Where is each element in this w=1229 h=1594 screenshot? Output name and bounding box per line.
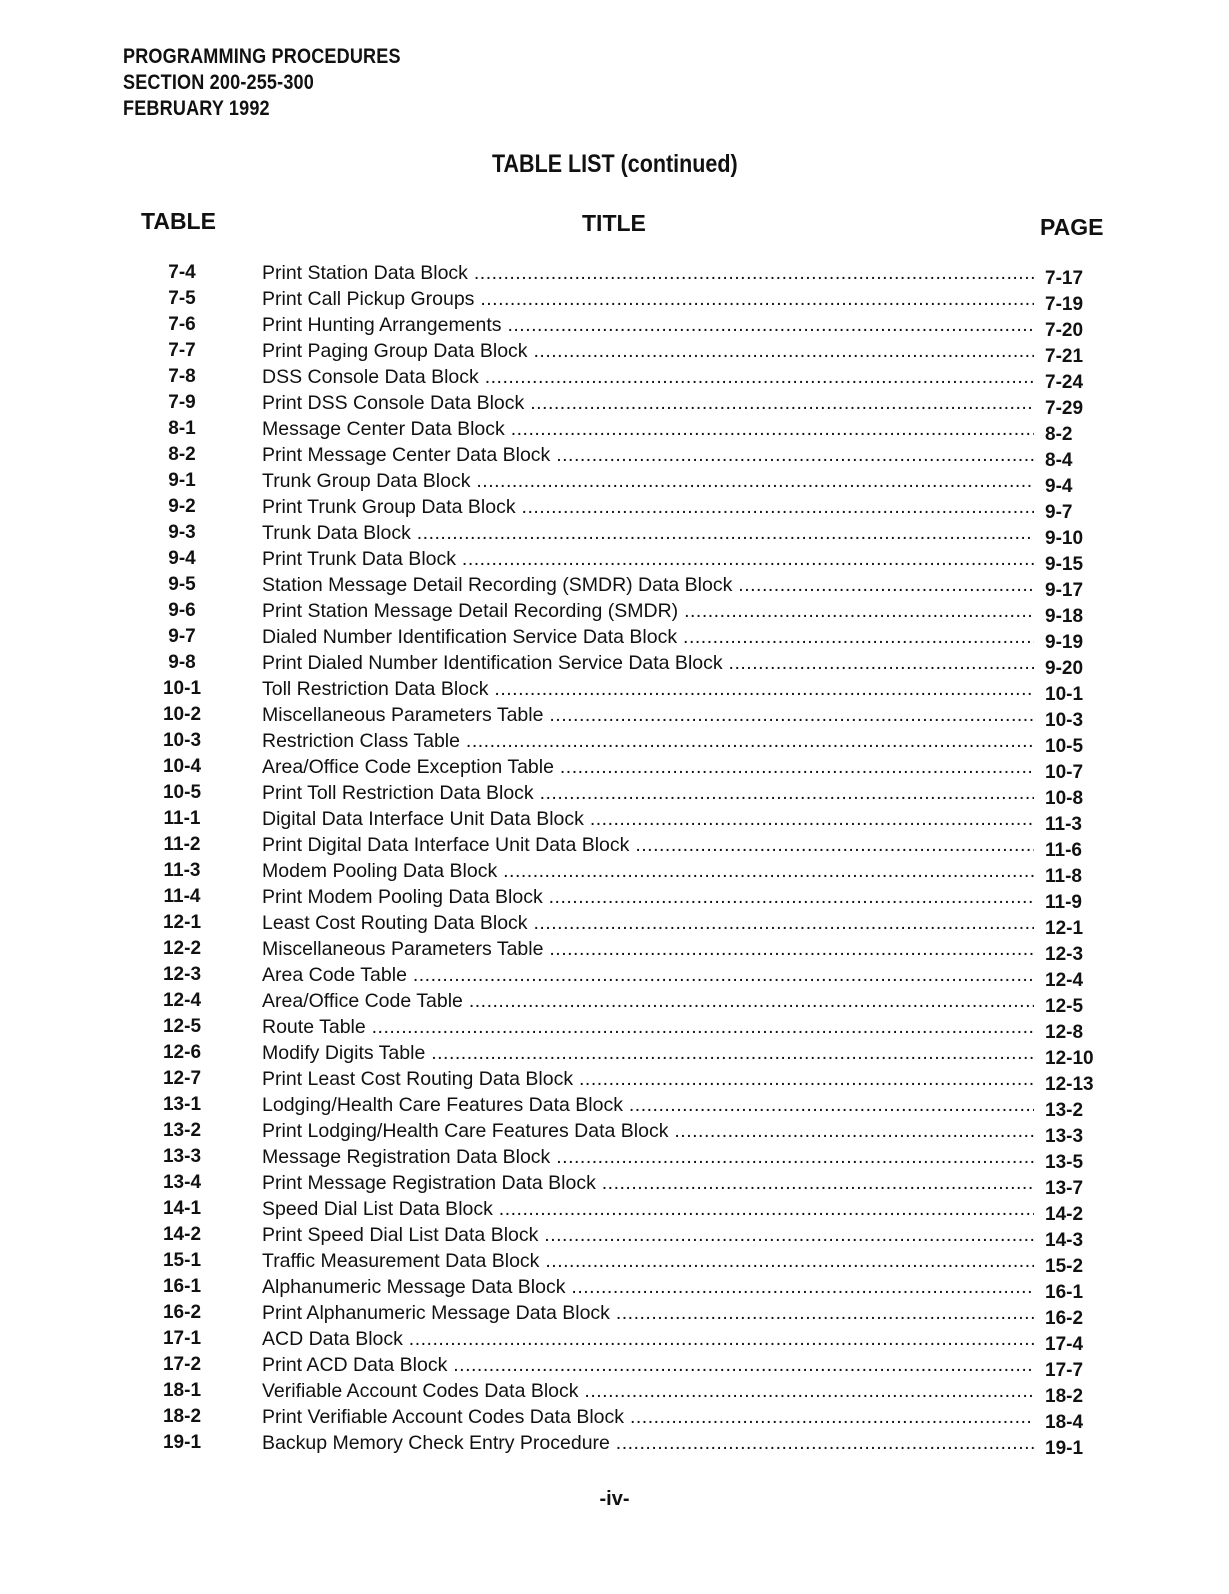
table-number: 13-3 — [162, 1146, 202, 1167]
table-title: Message Registration Data Block ..... — [262, 1146, 1034, 1169]
table-page-number: 10-1 — [1045, 684, 1084, 705]
table-number: 10-3 — [162, 730, 202, 751]
table-title: Digital Data Interface Unit Data Block ..... — [262, 808, 1034, 831]
table-title: Print Alphanumeric Message Data Block ..... — [262, 1302, 1034, 1325]
table-row — [0, 756, 1229, 782]
table-number: 7-4 — [168, 262, 196, 283]
table-number: 12-3 — [162, 964, 202, 985]
table-number: 9-5 — [168, 574, 196, 595]
table-title: Print Modem Pooling Data Block ..... — [262, 886, 1034, 909]
table-row — [0, 1380, 1229, 1406]
table-number: 12-4 — [162, 990, 202, 1011]
table-title: Route Table ..... — [262, 1016, 1034, 1039]
table-page-number: 8-2 — [1045, 424, 1073, 445]
table-page-number: 7-20 — [1045, 320, 1084, 341]
table-number: 17-2 — [162, 1354, 202, 1375]
table-title: Print Trunk Group Data Block ..... — [262, 496, 1034, 519]
table-number: 13-1 — [162, 1094, 202, 1115]
table-title: Lodging/Health Care Features Data Block ..... — [262, 1094, 1034, 1117]
table-number: 14-2 — [162, 1224, 202, 1245]
table-list — [0, 262, 1229, 1458]
page-title — [0, 150, 1229, 179]
table-title: Print Trunk Data Block ..... — [262, 548, 1034, 571]
table-page-number: 13-3 — [1045, 1126, 1084, 1147]
table-number: 7-5 — [168, 288, 196, 309]
table-page-number: 7-21 — [1045, 346, 1084, 367]
table-title: Miscellaneous Parameters Table ..... — [262, 704, 1034, 727]
table-page-number: 10-8 — [1045, 788, 1084, 809]
table-number: 11-2 — [163, 834, 201, 855]
table-row — [0, 678, 1229, 704]
table-page-number: 12-5 — [1045, 996, 1084, 1017]
table-page-number: 10-7 — [1045, 762, 1084, 783]
table-number: 12-2 — [162, 938, 202, 959]
table-number: 7-7 — [168, 340, 196, 361]
table-title: DSS Console Data Block ..... — [262, 366, 1034, 389]
table-title: Speed Dial List Data Block ..... — [262, 1198, 1034, 1221]
table-row — [0, 652, 1229, 678]
table-title: Dialed Number Identification Service Data Block ..... — [262, 626, 1034, 649]
table-page-number: 9-17 — [1045, 580, 1084, 601]
table-row — [0, 1094, 1229, 1120]
table-page-number: 9-10 — [1045, 528, 1084, 549]
table-title: Backup Memory Check Entry Procedure ..... — [262, 1432, 1034, 1455]
table-number: 12-1 — [162, 912, 202, 933]
table-title: Print Lodging/Health Care Features Data Block ..... — [262, 1120, 1034, 1143]
table-row — [0, 1302, 1229, 1328]
table-page-number: 12-1 — [1045, 918, 1084, 939]
table-row — [0, 522, 1229, 548]
table-page-number: 14-3 — [1045, 1230, 1084, 1251]
table-number: 7-6 — [168, 314, 196, 335]
table-page-number: 10-5 — [1045, 736, 1084, 757]
table-page-number: 13-2 — [1045, 1100, 1084, 1121]
table-row — [0, 730, 1229, 756]
table-page-number: 12-13 — [1045, 1074, 1094, 1095]
table-number: 18-2 — [162, 1406, 202, 1427]
table-number: 10-1 — [162, 678, 202, 699]
table-number: 7-8 — [168, 366, 196, 387]
table-page-number: 9-4 — [1045, 476, 1073, 497]
table-title: Print Verifiable Account Codes Data Block ..... — [262, 1406, 1034, 1429]
table-title: Trunk Data Block ..... — [262, 522, 1034, 545]
header-manual-title: PROGRAMMING PROCEDURES — [123, 45, 401, 68]
table-page-number: 8-4 — [1045, 450, 1073, 471]
table-row — [0, 1224, 1229, 1250]
table-row — [0, 1042, 1229, 1068]
table-number: 9-2 — [168, 496, 196, 517]
table-row — [0, 886, 1229, 912]
table-number: 13-2 — [162, 1120, 202, 1141]
table-title: Modem Pooling Data Block ..... — [262, 860, 1034, 883]
table-row — [0, 548, 1229, 574]
table-page-number: 10-3 — [1045, 710, 1084, 731]
column-header-page: PAGE — [1040, 214, 1104, 240]
table-title: Print Call Pickup Groups ..... — [262, 288, 1034, 311]
table-title: Toll Restriction Data Block ..... — [262, 678, 1034, 701]
table-row — [0, 366, 1229, 392]
table-page-number: 7-19 — [1045, 294, 1084, 315]
table-title: Print Message Registration Data Block ..... — [262, 1172, 1034, 1195]
table-number: 18-1 — [162, 1380, 202, 1401]
table-title: Print Least Cost Routing Data Block ..... — [262, 1068, 1034, 1091]
table-number: 8-1 — [168, 418, 196, 439]
table-page-number: 12-10 — [1045, 1048, 1094, 1069]
table-number: 17-1 — [162, 1328, 202, 1349]
table-title: Print Station Data Block ..... — [262, 262, 1034, 285]
table-row — [0, 470, 1229, 496]
table-number: 11-1 — [163, 808, 201, 829]
table-title: Verifiable Account Codes Data Block ..... — [262, 1380, 1034, 1403]
table-row — [0, 1172, 1229, 1198]
table-row — [0, 964, 1229, 990]
table-row — [0, 418, 1229, 444]
table-row — [0, 392, 1229, 418]
table-page-number: 17-7 — [1045, 1360, 1084, 1381]
table-title: Station Message Detail Recording (SMDR) Data Block ..... — [262, 574, 1034, 597]
table-page-number: 9-7 — [1045, 502, 1073, 523]
table-title: Restriction Class Table ..... — [262, 730, 1034, 753]
table-number: 16-2 — [162, 1302, 202, 1323]
table-number: 9-8 — [168, 652, 196, 673]
table-number: 9-7 — [168, 626, 196, 647]
table-title: Print Dialed Number Identification Service Data Block ..... — [262, 652, 1034, 675]
table-row — [0, 912, 1229, 938]
table-number: 9-3 — [168, 522, 196, 543]
table-number: 19-1 — [162, 1432, 202, 1453]
table-title: Print Paging Group Data Block ..... — [262, 340, 1034, 363]
table-title: Modify Digits Table ..... — [262, 1042, 1034, 1065]
table-row — [0, 340, 1229, 366]
table-number: 14-1 — [162, 1198, 202, 1219]
column-header-title: TITLE — [582, 210, 646, 236]
table-title: ACD Data Block ..... — [262, 1328, 1034, 1351]
table-row — [0, 1354, 1229, 1380]
table-title: Area/Office Code Table ..... — [262, 990, 1034, 1013]
table-page-number: 7-24 — [1045, 372, 1084, 393]
table-number: 9-6 — [168, 600, 196, 621]
table-page-number: 16-1 — [1045, 1282, 1084, 1303]
table-page-number: 9-19 — [1045, 632, 1084, 653]
header-date: FEBRUARY 1992 — [123, 97, 270, 120]
table-page-number: 9-18 — [1045, 606, 1084, 627]
table-page-number: 18-4 — [1045, 1412, 1084, 1433]
table-number: 9-1 — [168, 470, 196, 491]
table-row — [0, 782, 1229, 808]
table-page-number: 7-17 — [1045, 268, 1084, 289]
table-number: 9-4 — [168, 548, 196, 569]
table-row — [0, 1198, 1229, 1224]
table-row — [0, 1068, 1229, 1094]
table-row — [0, 496, 1229, 522]
table-row — [0, 314, 1229, 340]
table-title: Print Station Message Detail Recording (SMDR) ..... — [262, 600, 1034, 623]
table-row — [0, 1250, 1229, 1276]
page-number: -iv- — [599, 1488, 630, 1510]
table-page-number: 12-8 — [1045, 1022, 1084, 1043]
table-row — [0, 262, 1229, 288]
table-title: Print Hunting Arrangements ..... — [262, 314, 1034, 337]
table-title: Message Center Data Block ..... — [262, 418, 1034, 441]
table-title: Least Cost Routing Data Block ..... — [262, 912, 1034, 935]
table-number: 8-2 — [168, 444, 196, 465]
table-title: Trunk Group Data Block ..... — [262, 470, 1034, 493]
document-header — [123, 44, 401, 122]
table-row — [0, 1432, 1229, 1458]
table-row — [0, 1146, 1229, 1172]
table-title: Print Digital Data Interface Unit Data Block ..... — [262, 834, 1034, 857]
table-number: 10-2 — [162, 704, 202, 725]
table-title: Traffic Measurement Data Block ..... — [262, 1250, 1034, 1273]
table-number: 10-5 — [162, 782, 202, 803]
table-row — [0, 808, 1229, 834]
table-page-number: 11-6 — [1045, 840, 1082, 861]
table-page-number: 19-1 — [1045, 1438, 1084, 1459]
table-row — [0, 1016, 1229, 1042]
table-row — [0, 938, 1229, 964]
table-row — [0, 860, 1229, 886]
table-title: Miscellaneous Parameters Table ..... — [262, 938, 1034, 961]
table-title: Area Code Table ..... — [262, 964, 1034, 987]
table-page-number: 12-4 — [1045, 970, 1084, 991]
table-number: 13-4 — [162, 1172, 202, 1193]
table-number: 7-9 — [168, 392, 196, 413]
table-title: Print Toll Restriction Data Block ..... — [262, 782, 1034, 805]
table-page-number: 12-3 — [1045, 944, 1084, 965]
table-page-number: 15-2 — [1045, 1256, 1084, 1277]
table-title: Print Speed Dial List Data Block ..... — [262, 1224, 1034, 1247]
table-row — [0, 1406, 1229, 1432]
table-page-number: 16-2 — [1045, 1308, 1084, 1329]
table-row — [0, 444, 1229, 470]
table-number: 12-6 — [162, 1042, 202, 1063]
table-page-number: 17-4 — [1045, 1334, 1084, 1355]
table-title: Area/Office Code Exception Table ..... — [262, 756, 1034, 779]
page-title-text: TABLE LIST (continued) — [491, 150, 738, 178]
table-row — [0, 1120, 1229, 1146]
table-row — [0, 600, 1229, 626]
table-title: Print Message Center Data Block ..... — [262, 444, 1034, 467]
table-page-number: 14-2 — [1045, 1204, 1084, 1225]
table-number: 12-5 — [162, 1016, 202, 1037]
table-page-number: 13-5 — [1045, 1152, 1084, 1173]
table-title: Print ACD Data Block ..... — [262, 1354, 1034, 1377]
table-page-number: 9-15 — [1045, 554, 1084, 575]
table-page-number: 13-7 — [1045, 1178, 1084, 1199]
table-title: Alphanumeric Message Data Block ..... — [262, 1276, 1034, 1299]
table-number: 12-7 — [162, 1068, 202, 1089]
table-number: 16-1 — [162, 1276, 202, 1297]
header-section-number: SECTION 200-255-300 — [123, 71, 314, 94]
table-row — [0, 626, 1229, 652]
table-page-number: 11-9 — [1045, 892, 1082, 913]
table-page-number: 7-29 — [1045, 398, 1084, 419]
table-row — [0, 990, 1229, 1016]
table-number: 11-3 — [163, 860, 201, 881]
table-number: 11-4 — [163, 886, 201, 907]
table-number: 10-4 — [162, 756, 202, 777]
column-header-table: TABLE — [141, 208, 216, 234]
table-row — [0, 1328, 1229, 1354]
table-page-number: 11-8 — [1045, 866, 1082, 887]
table-title: Print DSS Console Data Block ..... — [262, 392, 1034, 415]
table-row — [0, 834, 1229, 860]
table-row — [0, 574, 1229, 600]
table-row — [0, 1276, 1229, 1302]
table-page-number: 9-20 — [1045, 658, 1084, 679]
table-number: 15-1 — [162, 1250, 202, 1271]
table-row — [0, 704, 1229, 730]
table-row — [0, 288, 1229, 314]
table-page-number: 18-2 — [1045, 1386, 1084, 1407]
table-page-number: 11-3 — [1045, 814, 1082, 835]
